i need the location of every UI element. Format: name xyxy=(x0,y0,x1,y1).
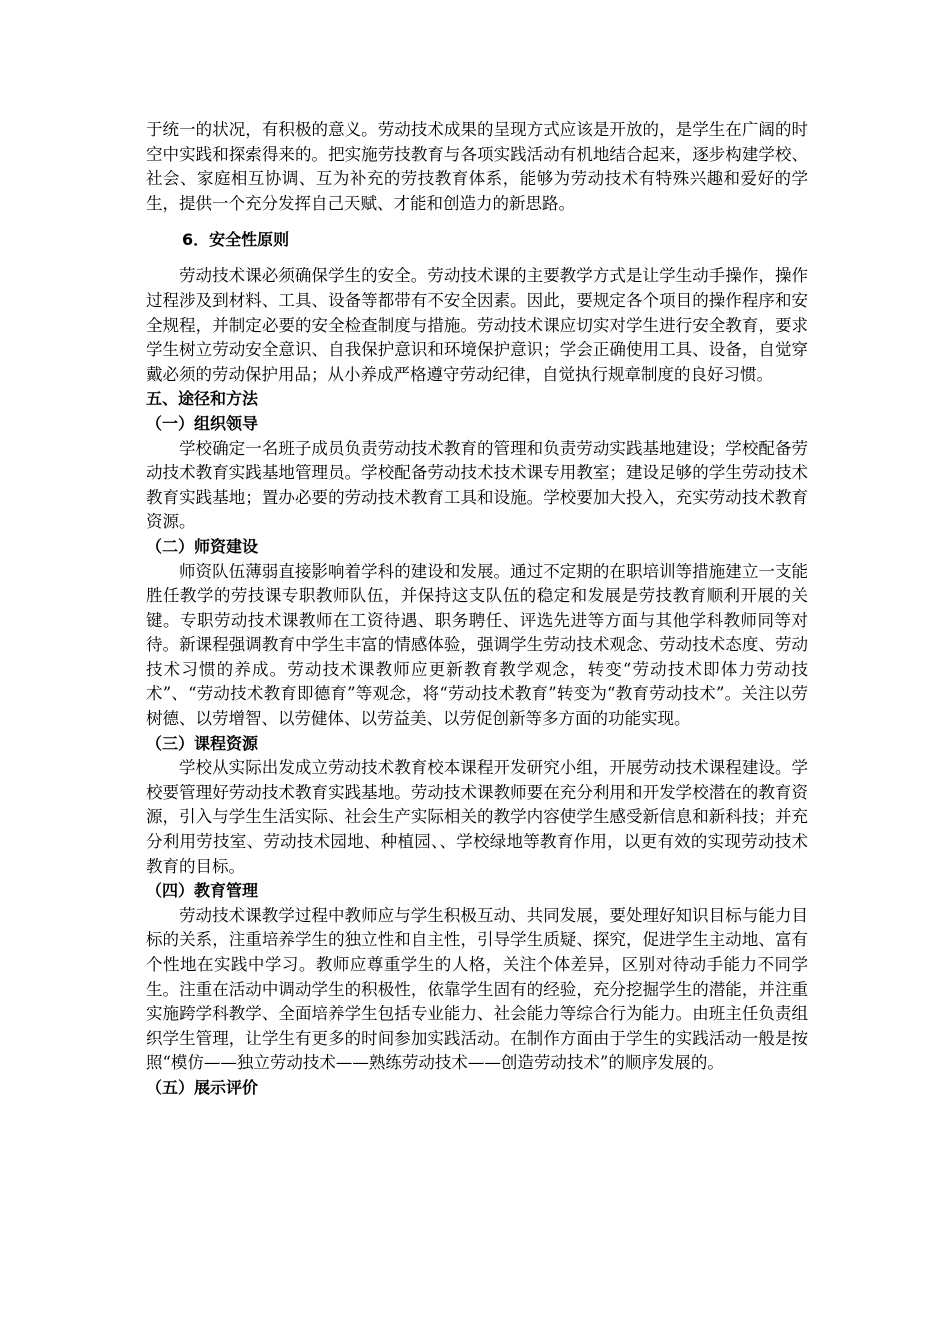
subsection-4-paragraph: 劳动技术课教学过程中教师应与学生积极互动、共同发展，要处理好知识目标与能力目标的关系，注重培养学生的独立性和自主性，引导学生质疑、探究，促进学生主动地、富有个性地在实践中学习。教师应尊重学生的人格，关注个体差异，区别对待动手能力不同学生。注重在活动中调动学生的积极性，依靠学生固有的经验，充分挖掘学生的潜能，并注重实施跨学科教学、全面培养学生包括专业能力、社会能力等综合行为能力。由班主任负责组织学生管理，让学生有更多的时间参加实践活动。在制作方面由于学生的实践活动一般是按照“模仿——独立劳动技术——熟练劳动技术——创造劳动技术”的顺序发展的。 xyxy=(146,905,808,1073)
section-5-heading: 五、途径和方法 xyxy=(146,389,259,409)
document-page xyxy=(146,118,808,1101)
subsection-3-heading: （三）课程资源 xyxy=(146,733,259,753)
continuation-paragraph: 于统一的状况，有积极的意义。劳动技术成果的呈现方式应该是开放的，是学生在广阔的时空中实践和探索得来的。把实施劳技教育与各项实践活动有机地结合起来，逐步构建学校、社会、家庭相互协调、互为补充的劳技教育体系，能够为劳动技术有特殊兴趣和爱好的学生，提供一个充分发挥自己天赋、才能和创造力的新思路。 xyxy=(146,120,808,213)
subsection-1-heading: （一）组织领导 xyxy=(146,413,259,433)
subsection-5-heading: （五）展示评价 xyxy=(146,1077,259,1097)
subsection-3-paragraph: 学校从实际出发成立劳动技术教育校本课程开发研究小组，开展劳动技术课程建设。学校要管理好劳动技术教育实践基地。劳动技术课教师要在充分利用和开发学校潜在的教育资源，引入与学生生活实际、社会生产实际相关的教学内容使学生感受新信息和新科技；并充分利用劳技室、劳动技术园地、种植园、、学校绿地等教育作用，以更有效的实现劳动技术教育的目标。 xyxy=(146,758,808,876)
principle-6-paragraph: 劳动技术课必须确保学生的安全。劳动技术课的主要教学方式是让学生动手操作，操作过程涉及到材料、工具、设备等都带有不安全因素。因此，要规定各个项目的操作程序和安全规程，并制定必要的安全检查制度与措施。劳动技术课应切实对学生进行安全教育，要求学生树立劳动安全意识、自我保护意识和环境保护意识；学会正确使用工具、设备，自觉穿戴必须的劳动保护用品；从小养成严格遵守劳动纪律，自觉执行规章制度的良好习惯。 xyxy=(146,266,808,384)
subsection-2-paragraph: 师资队伍薄弱直接影响着学科的建设和发展。通过不定期的在职培训等措施建立一支能胜任教学的劳技课专职教师队伍，并保持这支队伍的稳定和发展是劳技教育顺利开展的关键。专职劳动技术课教师在工资待遇、职务聘任、评选先进等方面与其他学科教师同等对待。新课程强调教育中学生丰富的情感体验，强调学生劳动技术观念、劳动技术态度、劳动技术习惯的养成。劳动技术课教师应更新教育教学观念，转变“劳动技术即体力劳动技术”、“劳动技术教育即德育”等观念，将“劳动技术教育”转变为“教育劳动技术”。关注以劳树德、以劳增智、以劳健体、以劳益美、以劳促创新等多方面的功能实现。 xyxy=(146,561,808,729)
subsection-1-paragraph: 学校确定一名班子成员负责劳动技术教育的管理和负责劳动实践基地建设；学校配备劳动技术教育实践基地管理员。学校配备劳动技术技术课专用教室；建设足够的学生劳动技术教育实践基地；置办必要的劳动技术教育工具和设施。学校要加大投入，充实劳动技术教育资源。 xyxy=(146,438,808,532)
principle-6-heading: 6．安全性原则 xyxy=(182,230,290,250)
subsection-4-heading: （四）教育管理 xyxy=(146,881,259,901)
subsection-2-heading: （二）师资建设 xyxy=(146,536,259,556)
